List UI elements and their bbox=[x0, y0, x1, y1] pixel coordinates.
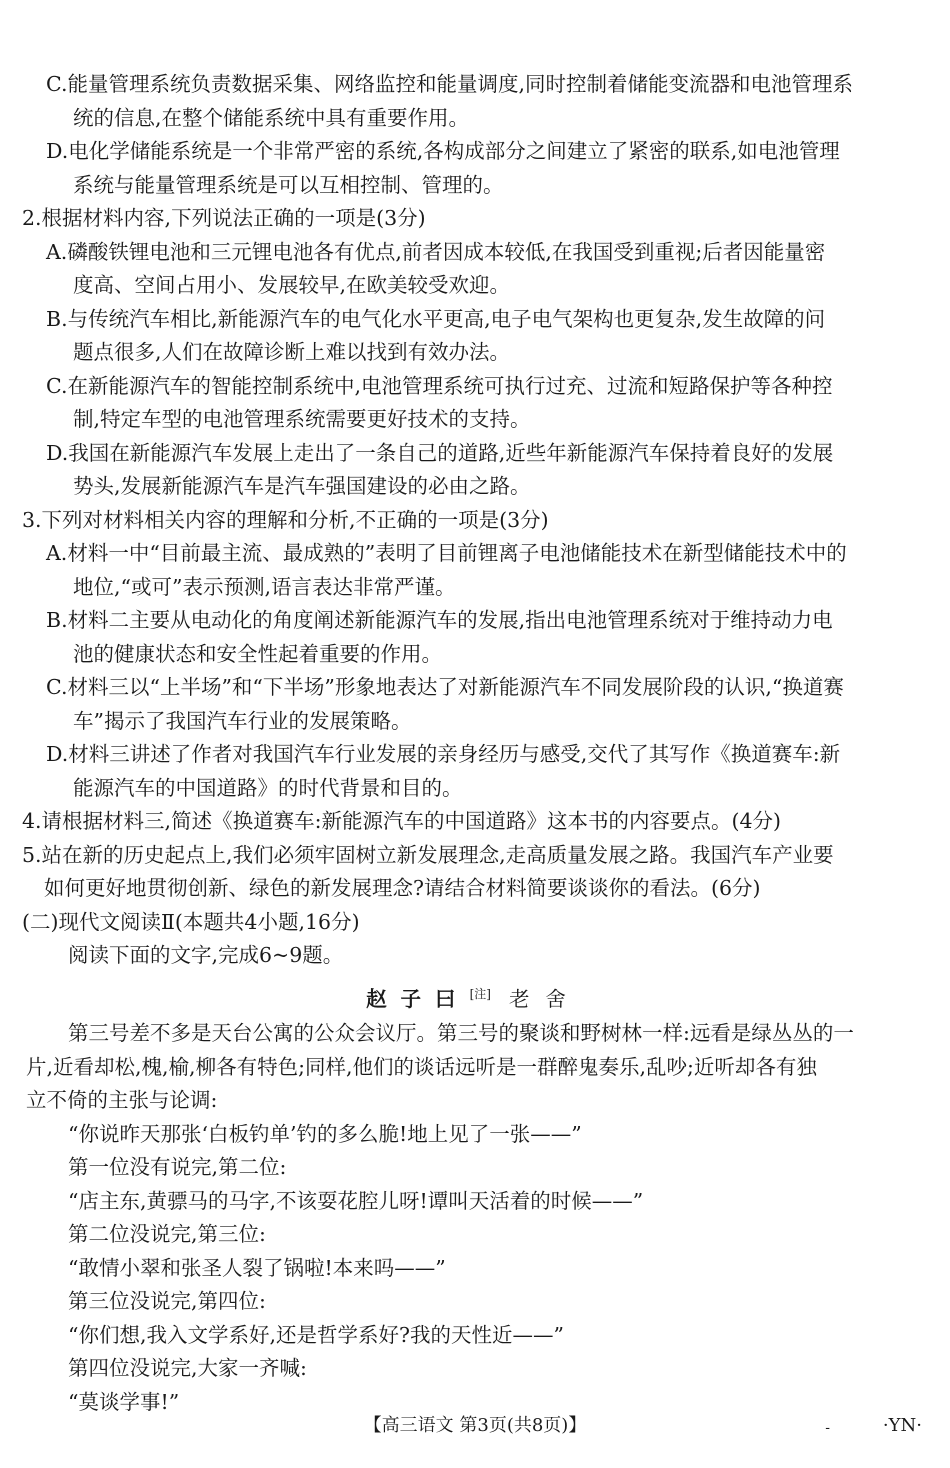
footer-page-label: 【高三语文 第3页(共8页)】 bbox=[363, 1415, 587, 1436]
q1-option-c-line2: 统的信息,在整个储能系统中具有重要作用。 bbox=[73, 105, 470, 130]
footer-code: ·YN· bbox=[882, 1415, 922, 1436]
q3-option-a-line1: A.材料一中“目前最主流、最成熟的”表明了目前锂离子电池储能技术在新型储能技术中的 bbox=[46, 541, 847, 565]
section2-instruction: 阅读下面的文字,完成6~9题。 bbox=[68, 943, 344, 967]
page-content bbox=[22, 0, 926, 1419]
q3-option-c-line2: 车”揭示了我国汽车行业的发展策略。 bbox=[73, 708, 412, 733]
q2-option-d-line2: 势头,发展新能源汽车是汽车强国建设的必由之路。 bbox=[73, 474, 531, 498]
q3-option-b-line1: B.材料二主要从电动化的角度阐述新能源汽车的发展,指出电池管理系统对于维持动力电 bbox=[46, 608, 833, 632]
dialogue-quote-2: “店主东,黄骠马的马字,不该耍花腔儿呀!谭叫天活着的时候——” bbox=[68, 1188, 644, 1213]
section2-heading: (二)现代文阅读Ⅱ(本题共4小题,16分) bbox=[22, 909, 360, 934]
q1-option-d-line2: 系统与能量管理系统是可以互相控制、管理的。 bbox=[73, 172, 504, 197]
narration-1: 第一位没有说完,第二位: bbox=[68, 1155, 287, 1180]
q2-stem: 2.根据材料内容,下列说法正确的一项是(3分) bbox=[22, 206, 426, 230]
article-note-mark: [注] bbox=[469, 986, 491, 1001]
q2-option-b-line1: B.与传统汽车相比,新能源汽车的电气化水平更高,电子电气架构也更复杂,发生故障的问 bbox=[46, 306, 826, 331]
article-author: 老舍 bbox=[508, 986, 582, 1011]
q3-option-d-line1: D.材料三讲述了作者对我国汽车行业发展的亲身经历与感受,交代了其写作《换道赛车:新 bbox=[46, 742, 841, 766]
narration-2: 第二位没说完,第三位: bbox=[68, 1222, 266, 1247]
q5-line1: 5.站在新的历史起点上,我们必须牢固树立新发展理念,走高质量发展之路。我国汽车产业要 bbox=[22, 842, 834, 867]
dialogue-quote-4: “你们想,我入文学系好,还是哲学系好?我的天性近——” bbox=[68, 1322, 564, 1347]
q2-option-a-line1: A.磷酸铁锂电池和三元锂电池各有优点,前者因成本较低,在我国受到重视;后者因能量密 bbox=[46, 239, 826, 264]
q2-option-a-line2: 度高、空间占用小、发展较早,在欧美较受欢迎。 bbox=[73, 273, 511, 297]
dialogue-quote-5: “莫谈学事!” bbox=[68, 1389, 180, 1414]
article-title: 赵子曰 bbox=[366, 986, 470, 1011]
q1-option-d-line1: D.电化学储能系统是一个非常严密的系统,各构成部分之间建立了紧密的联系,如电池管理 bbox=[46, 139, 840, 163]
q3-stem: 3.下列对材料相关内容的理解和分析,不正确的一项是(3分) bbox=[22, 507, 549, 532]
article-p1-line2: 片,近看却松,槐,榆,柳各有特色;同样,他们的谈话远听是一群醉鬼奏乐,乱吵;近听却各有独 bbox=[26, 1054, 817, 1079]
q2-option-c-line1: C.在新能源汽车的智能控制系统中,电池管理系统可执行过充、过流和短路保护等各种控 bbox=[46, 373, 833, 398]
q5-line2: 如何更好地贯彻创新、绿色的新发展理念?请结合材料简要谈谈你的看法。(6分) bbox=[44, 876, 761, 900]
dialogue-quote-3: “敢情小翠和张圣人裂了锅啦!本来吗——” bbox=[68, 1255, 446, 1280]
article-title-line bbox=[22, 975, 926, 1018]
q2-option-c-line2: 制,特定车型的电池管理系统需要更好技术的支持。 bbox=[73, 407, 531, 431]
q3-option-d-line2: 能源汽车的中国道路》的时代背景和目的。 bbox=[73, 775, 463, 800]
q2-option-b-line2: 题点很多,人们在故障诊断上难以找到有效办法。 bbox=[73, 340, 511, 364]
article-p1-line3: 立不倚的主张与论调: bbox=[26, 1088, 218, 1113]
dialogue-quote-1: “你说昨天那张‘白板钓单’钓的多么脆!地上见了一张——” bbox=[68, 1121, 582, 1146]
q2-option-d-line1: D.我国在新能源汽车发展上走出了一条自己的道路,近些年新能源汽车保持着良好的发展 bbox=[46, 440, 834, 465]
narration-3: 第三位没说完,第四位: bbox=[68, 1289, 266, 1314]
q1-option-c-line1: C.能量管理系统负责数据采集、网络监控和能量调度,同时控制着储能变流器和电池管理系 bbox=[46, 72, 853, 96]
q3-option-c-line1: C.材料三以“上半场”和“下半场”形象地表达了对新能源汽车不同发展阶段的认识,“换道赛 bbox=[46, 675, 844, 699]
footer-dash: - bbox=[825, 1420, 830, 1436]
article-p1-line1: 第三号差不多是天台公寓的公众会议厅。第三号的聚谈和野树林一样:远看是绿丛丛的一 bbox=[68, 1021, 854, 1046]
q3-option-a-line2: 地位,“或可”表示预测,语言表达非常严谨。 bbox=[73, 574, 456, 599]
narration-4: 第四位没说完,大家一齐喊: bbox=[68, 1356, 307, 1381]
q4-stem: 4.请根据材料三,简述《换道赛车:新能源汽车的中国道路》这本书的内容要点。(4分) bbox=[22, 809, 782, 833]
q3-option-b-line2: 池的健康状态和安全性起着重要的作用。 bbox=[73, 641, 442, 666]
